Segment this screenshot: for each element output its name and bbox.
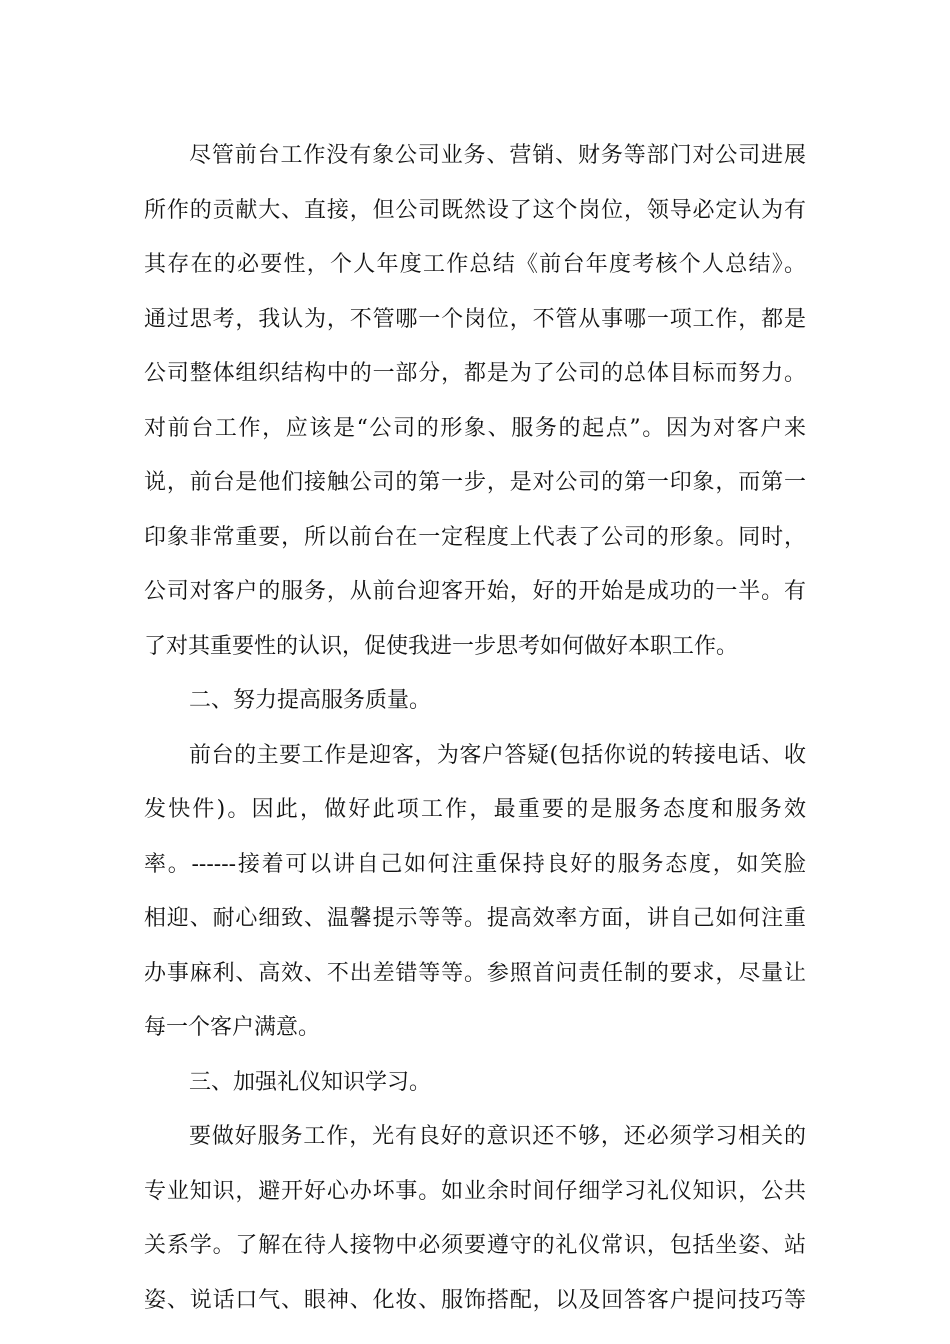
paragraph-line: 公司对客户的服务，从前台迎客开始，好的开始是成功的一半。有 <box>144 579 806 604</box>
paragraph-line: 公司整体组织结构中的一部分，都是为了公司的总体目标而努力。 <box>144 361 806 386</box>
paragraph-line: 率。------接着可以讲自己如何注重保持良好的服务态度，如笑脸 <box>144 851 806 877</box>
paragraph-line: 印象非常重要，所以前台在一定程度上代表了公司的形象。同时， <box>144 524 806 550</box>
paragraph-line: 尽管前台工作没有象公司业务、营销、财务等部门对公司进展 <box>189 143 806 168</box>
section-heading: 三、加强礼仪知识学习。 <box>189 1069 432 1095</box>
paragraph-line: 通过思考，我认为，不管哪一个岗位，不管从事哪一项工作，都是 <box>144 306 806 332</box>
document-body <box>144 129 806 1328</box>
paragraph-line: 说，前台是他们接触公司的第一步，是对公司的第一印象，而第一 <box>144 470 806 495</box>
paragraph-line: 关系学。了解在待人接物中必须要遵守的礼仪常识，包括坐姿、站 <box>144 1233 806 1258</box>
paragraph-line: 每一个客户满意。 <box>144 1015 321 1040</box>
paragraph-line: 姿、说话口气、眼神、化妆、服饰搭配，以及回答客户提问技巧等 <box>144 1287 806 1313</box>
paragraph-line: 所作的贡献大、直接，但公司既然设了这个岗位，领导必定认为有 <box>144 197 806 223</box>
paragraph-line: 其存在的必要性，个人年度工作总结《前台年度考核个人总结》。 <box>144 252 806 277</box>
paragraph-line: 相迎、耐心细致、温馨提示等等。提高效率方面，讲自己如何注重 <box>144 906 806 931</box>
paragraph-line: 办事麻利、高效、不出差错等等。参照首问责任制的要求，尽量让 <box>144 960 806 986</box>
paragraph-line: 专业知识，避开好心办坏事。如业余时间仔细学习礼仪知识，公共 <box>144 1178 806 1204</box>
paragraph-line: 了对其重要性的认识，促使我进一步思考如何做好本职工作。 <box>144 633 739 659</box>
paragraph-line: 发快件)。因此，做好此项工作，最重要的是服务态度和服务效 <box>144 797 806 822</box>
paragraph-line: 对前台工作，应该是“公司的形象、服务的起点”。因为对客户来 <box>144 415 806 441</box>
section-heading: 二、努力提高服务质量。 <box>189 688 432 713</box>
paragraph-line: 前台的主要工作是迎客，为客户答疑(包括你说的转接电话、收 <box>189 742 806 768</box>
paragraph-line: 要做好服务工作，光有良好的意识还不够，还必须学习相关的 <box>189 1124 806 1149</box>
